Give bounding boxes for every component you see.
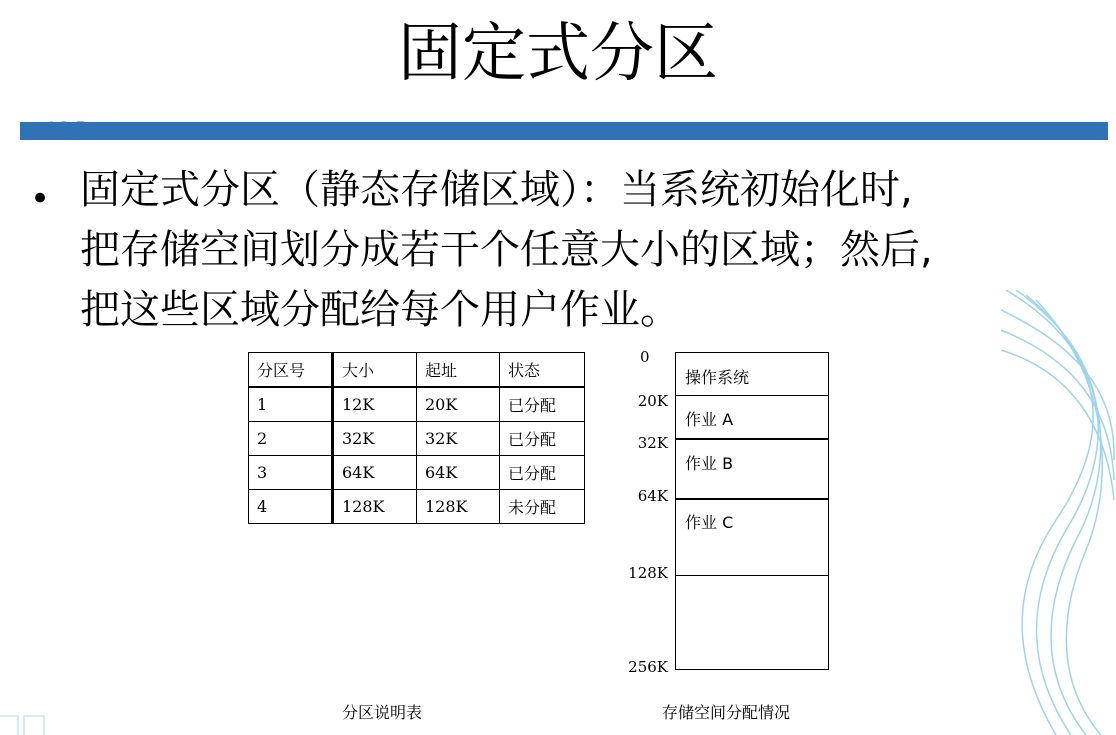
bullet-marker: • (30, 179, 51, 219)
corner-decoration (0, 712, 50, 735)
block-divider (676, 438, 828, 440)
table-cell: 已分配 (500, 387, 585, 422)
address-label: 128K (628, 564, 668, 582)
table-row (249, 456, 585, 490)
table-header-row (249, 353, 585, 388)
table-cell: 64K (417, 456, 500, 490)
memory-block-label: 作业 B (685, 454, 734, 473)
block-divider (676, 498, 828, 500)
table-row (249, 387, 585, 422)
table-cell: 32K (417, 422, 500, 456)
decorative-swirl-lines (996, 290, 1116, 735)
table-cell: 1 (249, 387, 333, 422)
table-row (249, 422, 585, 456)
bullet-line: 固定式分区（静态存储区域）：当系统初始化时, (80, 167, 913, 213)
table-cell: 20K (417, 387, 500, 422)
address-label: 32K (637, 434, 668, 452)
memory-map (675, 352, 829, 670)
table-caption: 分区说明表 (342, 703, 423, 722)
memory-block-label: 作业 A (685, 410, 734, 429)
table-cell: 已分配 (500, 456, 585, 490)
title-divider-bar (20, 122, 1108, 140)
address-label: 20K (637, 392, 668, 410)
memory-block-label: 作业 C (685, 513, 734, 532)
address-label: 256K (628, 658, 668, 676)
table-header-cell: 分区号 (249, 353, 333, 388)
memory-caption: 存储空间分配情况 (662, 703, 791, 722)
table-row (249, 490, 585, 524)
table-cell: 128K (333, 490, 417, 524)
table-cell: 3 (249, 456, 333, 490)
block-divider (676, 395, 828, 396)
table-cell: 未分配 (500, 490, 585, 524)
block-divider (676, 575, 828, 576)
address-label: 0 (640, 348, 650, 366)
table-cell: 4 (249, 490, 333, 524)
memory-block-label: 操作系统 (685, 368, 750, 387)
table-header-cell: 大小 (333, 353, 417, 388)
table-cell: 128K (417, 490, 500, 524)
partition-table (248, 352, 585, 524)
table-cell: 32K (333, 422, 417, 456)
bullet-text (80, 160, 1090, 340)
bar-logo-mark: ΛS Γ (46, 118, 86, 137)
table-cell: 已分配 (500, 422, 585, 456)
address-label: 64K (637, 487, 668, 505)
bullet-line: 把这些区域分配给每个用户作业。 (80, 287, 680, 333)
table-cell: 2 (249, 422, 333, 456)
table-cell: 12K (333, 387, 417, 422)
table-header-cell: 起址 (417, 353, 500, 388)
slide-title: 固定式分区 (398, 17, 718, 91)
table-cell: 64K (333, 456, 417, 490)
bullet-line: 把存储空间划分成若干个任意大小的区域；然后, (80, 227, 933, 273)
table-header-cell: 状态 (500, 353, 585, 388)
